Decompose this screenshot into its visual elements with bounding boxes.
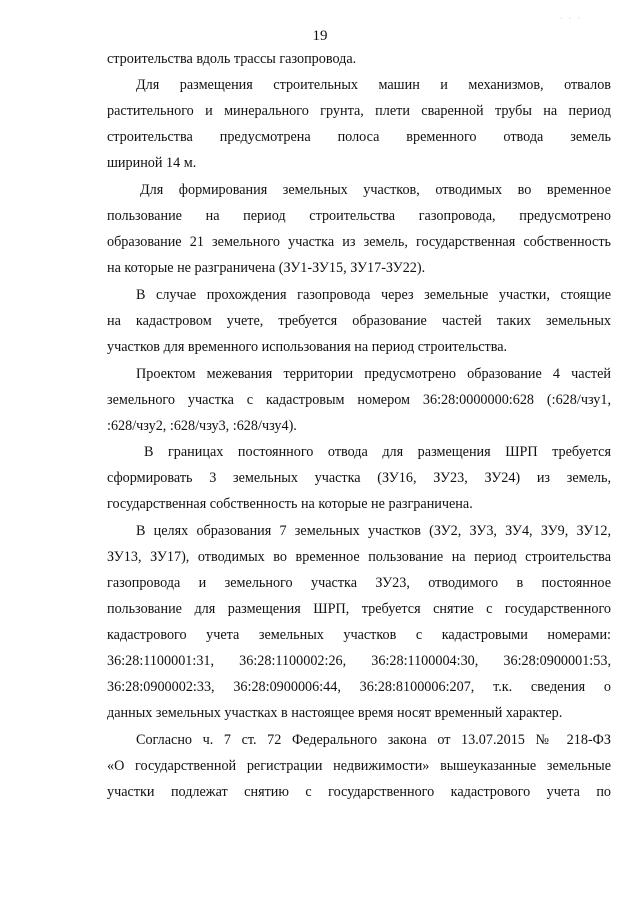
text-line: :628/чзу2, :628/чзу3, :628/чзу4). bbox=[107, 418, 297, 434]
text-line: сформировать 3 земельных участка (ЗУ16, ЗУ23, ЗУ24) из земель, bbox=[107, 470, 611, 486]
text-line: В границах постоянного отвода для размещения ШРП требуется bbox=[144, 444, 611, 460]
text-line: строительства вдоль трассы газопровода. bbox=[107, 51, 357, 67]
text-line: шириной 14 м. bbox=[107, 155, 197, 171]
text-line: «О государственной регистрации недвижимости» вышеуказанные земельные bbox=[107, 758, 611, 774]
text-line: В целях образования 7 земельных участков (ЗУ2, ЗУ3, ЗУ4, ЗУ9, ЗУ12, bbox=[136, 523, 611, 539]
text-line: участки подлежат снятию с государственного кадастрового учета по bbox=[107, 784, 611, 800]
text-line: на кадастровом учете, требуется образование частей таких земельных bbox=[107, 313, 611, 329]
text-line: 36:28:0900002:33, 36:28:0900006:44, 36:28:8100006:207, т.к. сведения о bbox=[107, 679, 611, 695]
text-line: строительства предусмотрена полоса временного отвода земель bbox=[107, 129, 611, 145]
text-line: ЗУ13, ЗУ17), отводимых во временное пользование на период строительства bbox=[107, 549, 611, 565]
text-line: участков для временного использования на период строительства. bbox=[107, 339, 508, 355]
text-line: пользование на период строительства газопровода, предусмотрено bbox=[107, 208, 611, 224]
page-number: 19 bbox=[312, 28, 328, 44]
text-line: растительного и минерального грунта, плети сваренной трубы на период bbox=[107, 103, 611, 119]
text-line: кадастрового учета земельных участков с кадастровыми номерами: bbox=[107, 627, 611, 643]
text-line: государственная собственность на которые не разграничена. bbox=[107, 496, 473, 512]
text-line: 36:28:1100001:31, 36:28:1100002:26, 36:28:1100004:30, 36:28:0900001:53, bbox=[107, 653, 611, 669]
text-line: Для формирования земельных участков, отводимых во временное bbox=[140, 182, 611, 198]
text-line: данных земельных участках в настоящее время носят временный характер. bbox=[107, 705, 563, 721]
text-line: на которые не разграничена (ЗУ1-ЗУ15, ЗУ17-ЗУ22). bbox=[107, 260, 426, 276]
text-line: газопровода и земельного участка ЗУ23, отводимого в постоянное bbox=[107, 575, 611, 591]
scan-corner-mark: · · · bbox=[560, 14, 582, 23]
text-line: пользование для размещения ШРП, требуется снятие с государственного bbox=[107, 601, 611, 617]
text-line: земельного участка с кадастровым номером 36:28:0000000:628 (:628/чзу1, bbox=[107, 392, 611, 408]
text-line: Согласно ч. 7 ст. 72 Федерального закона от 13.07.2015 № 218-ФЗ bbox=[136, 732, 611, 748]
text-line: В случае прохождения газопровода через земельные участки, стоящие bbox=[136, 287, 611, 303]
text-line: Для размещения строительных машин и механизмов, отвалов bbox=[136, 77, 611, 93]
text-line: образование 21 земельного участка из земель, государственная собственность bbox=[107, 234, 611, 250]
text-line: Проектом межевания территории предусмотрено образование 4 частей bbox=[136, 366, 611, 382]
